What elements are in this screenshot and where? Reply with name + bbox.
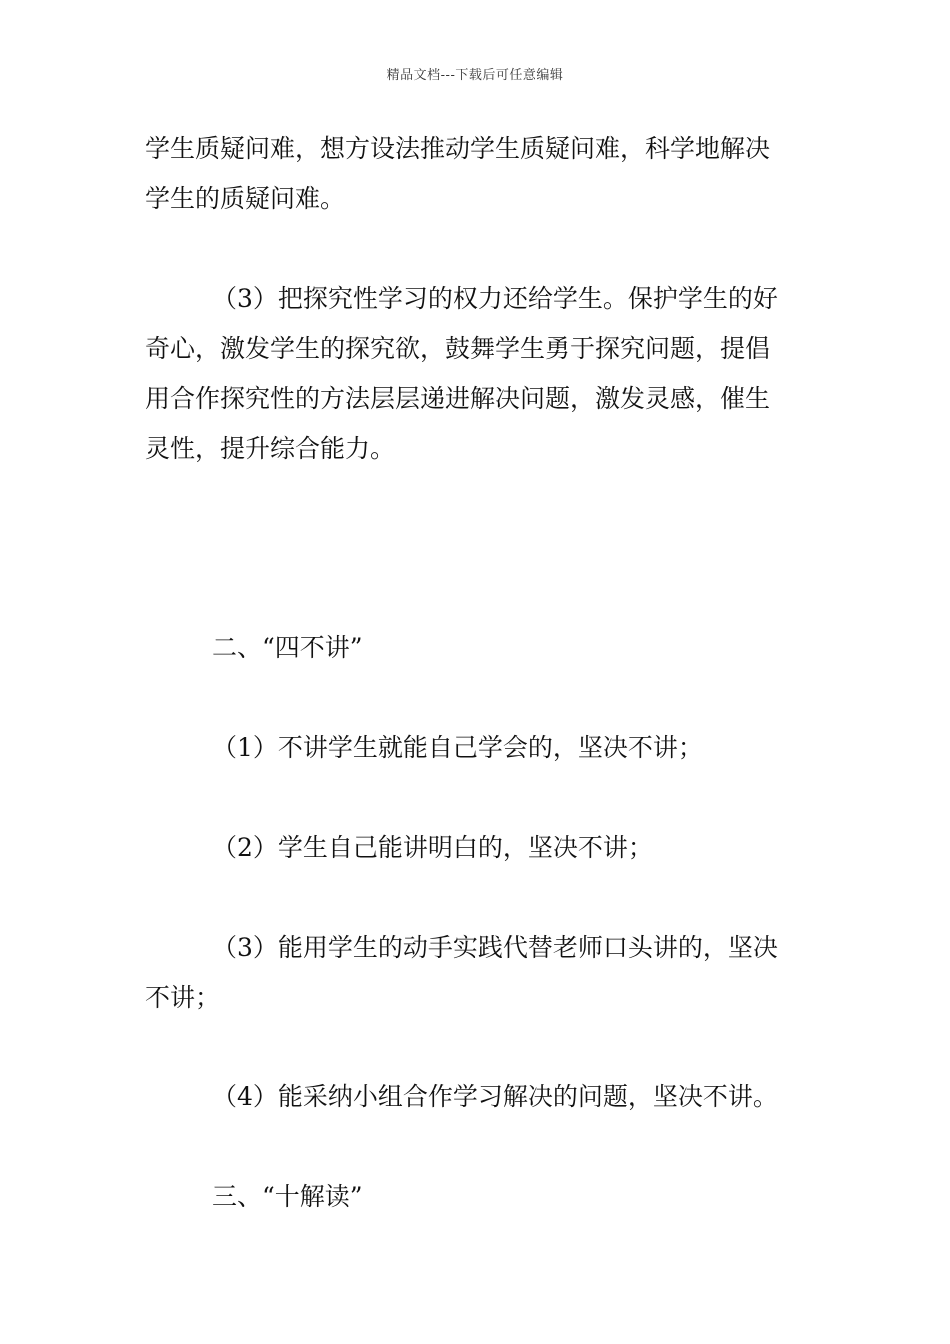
section-2-item-4: （4）能采纳小组合作学习解决的问题，坚决不讲。: [212, 1082, 778, 1111]
paragraph-1-line-1: 学生质疑问难，想方设法推动学生质疑问难，科学地解决: [145, 134, 771, 163]
section-3-heading: 三、“十解读”: [212, 1182, 363, 1211]
section-2-heading: 二、“四不讲”: [212, 633, 363, 662]
section-2-item-3-line-1: （3）能用学生的动手实践代替老师口头讲的，坚决: [212, 933, 778, 962]
page-header: 精品文档---下载后可任意编辑: [386, 68, 564, 83]
paragraph-2-line-3: 用合作探究性的方法层层递进解决问题，激发灵感，催生: [145, 384, 771, 413]
paragraph-2-line-4: 灵性，提升综合能力。: [145, 434, 396, 463]
section-2-item-3-line-2: 不讲；: [145, 983, 221, 1012]
section-2-item-1: （1）不讲学生就能自己学会的，坚决不讲；: [212, 733, 703, 762]
paragraph-2-line-1: （3）把探究性学习的权力还给学生。保护学生的好: [212, 284, 778, 313]
paragraph-2-line-2: 奇心，激发学生的探究欲，鼓舞学生勇于探究问题，提倡: [145, 334, 771, 363]
paragraph-1-line-2: 学生的质疑问难。: [145, 184, 346, 213]
section-2-item-2: （2）学生自己能讲明白的，坚决不讲；: [212, 833, 653, 862]
